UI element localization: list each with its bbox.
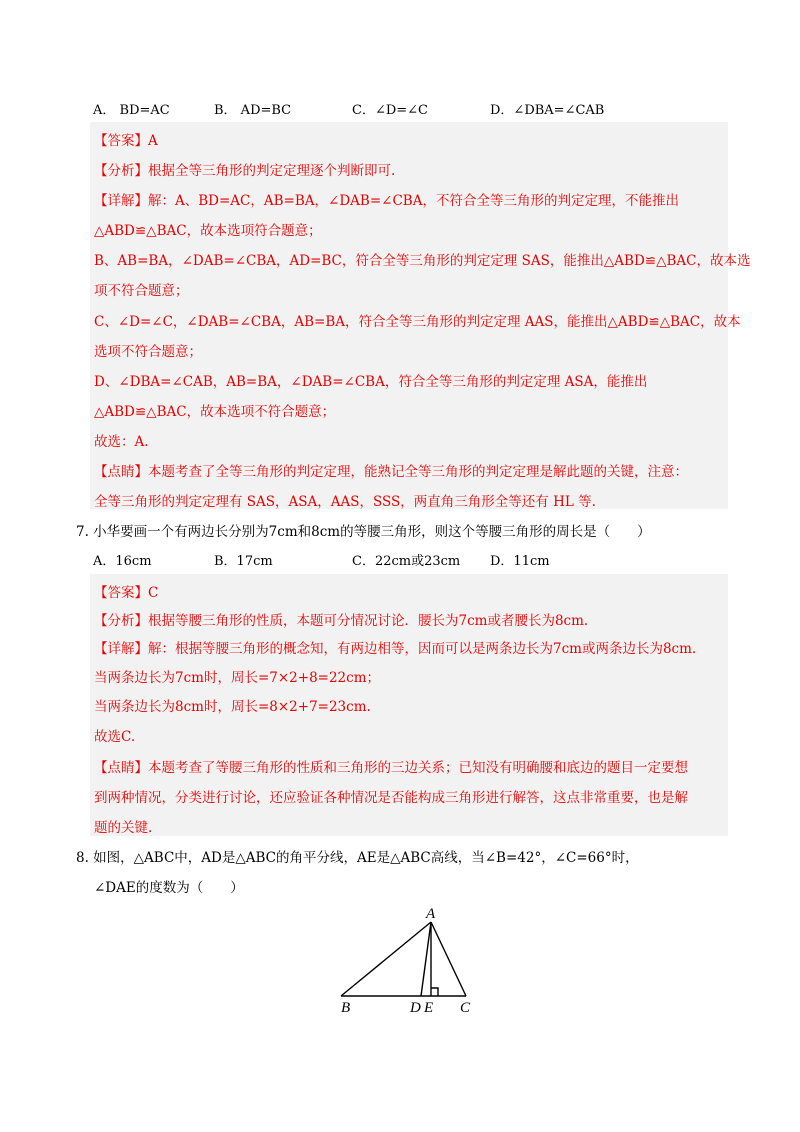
q7-analysis: 【分析】根据等腰三角形的性质，本题可分情况讨论．腰长为7cm或者腰长为8cm. <box>94 613 589 629</box>
q6-comment-line: 全等三角形的判定定理有 SAS，ASA，AAS，SSS，两直角三角形全等还有 HL 等. <box>94 494 596 510</box>
label-d: D <box>410 1000 421 1016</box>
q8-question-line1: 8. 如图，△ABC中，AD是△ABC的角平分线，AE是△ABC高线，当∠B=42°，∠C=66°时， <box>76 850 639 866</box>
q6-option-c[interactable]: C．∠D=∠C <box>352 103 428 118</box>
label-b: B <box>341 1000 351 1016</box>
right-angle-mark <box>431 988 438 996</box>
label-a: A <box>426 906 436 922</box>
q7-answer: 【答案】C <box>94 585 159 601</box>
q6-option-b[interactable]: B． AD=BC <box>214 103 292 118</box>
segment-ac <box>431 922 466 996</box>
q7-option-a[interactable]: A．16cm <box>93 554 152 569</box>
segment-ab <box>341 922 431 996</box>
q8-question-line2: ∠DAE的度数为（ ） <box>94 880 244 896</box>
q6-detail-line: △ABD≌△BAC，故本选项不符合题意； <box>94 404 336 420</box>
q6-detail-line: 选项不符合题意； <box>94 344 202 360</box>
q7-option-b[interactable]: B．17cm <box>214 554 273 569</box>
label-c: C <box>460 1000 471 1016</box>
q7-detail-line: 故选C. <box>94 729 136 745</box>
q7-comment-line: 到两种情况，分类进行讨论，还应验证各种情况是否能构成三角形进行解答，这点非常重要，也是解 <box>94 790 688 806</box>
label-e: E <box>424 1000 434 1016</box>
q6-option-d[interactable]: D．∠DBA=∠CAB <box>490 103 605 118</box>
q6-option-a[interactable]: A． BD=AC <box>93 103 170 118</box>
q6-detail-line: 项不符合题意； <box>94 283 189 299</box>
q7-option-d[interactable]: D．11cm <box>490 554 550 569</box>
q7-comment-line: 题的关键. <box>94 820 153 836</box>
q6-analysis: 【分析】根据全等三角形的判定定理逐个判断即可. <box>94 163 396 179</box>
q6-detail-line: 【详解】解：A、BD=AC，AB=BA，∠DAB=∠CBA，不符合全等三角形的判定定理，不能推出 <box>94 193 679 209</box>
q6-detail-line: C、∠D=∠C，∠DAB=∠CBA，AB=BA，符合全等三角形的判定定理 AAS，能推出△ABD≌△BAC，故本 <box>94 314 741 330</box>
q6-answer: 【答案】A <box>94 133 158 149</box>
q7-detail-line: 【详解】解：根据等腰三角形的概念知，有两边相等，因而可以是两条边长为7cm或两条边长为8cm. <box>94 641 697 657</box>
q7-question: 7. 小华要画一个有两边长分别为7cm和8cm的等腰三角形，则这个等腰三角形的周长是（ ） <box>76 524 651 540</box>
q6-detail-line: △ABD≌△BAC，故本选项符合题意； <box>94 223 322 239</box>
segment-ad <box>421 922 431 996</box>
q7-detail-line: 当两条边长为7cm时，周长=7×2+8=22cm； <box>94 670 381 686</box>
q6-detail-line: B、AB=BA，∠DAB=∠CBA，AD=BC，符合全等三角形的判定定理 SAS，能推出△ABD≌△BAC，故本选 <box>94 253 751 269</box>
q6-detail-line: 故选：A. <box>94 434 149 450</box>
q7-option-c[interactable]: C．22cm或23cm <box>352 554 461 569</box>
q7-comment-line: 【点睛】本题考查了等腰三角形的性质和三角形的三边关系；已知没有明确腰和底边的题目一定要想 <box>94 760 688 776</box>
q6-detail-line: D、∠DBA=∠CAB，AB=BA，∠DAB=∠CBA，符合全等三角形的判定定理 ASA，能推出 <box>94 374 648 390</box>
q6-comment-line: 【点睛】本题考查了全等三角形的判定定理，能熟记全等三角形的判定定理是解此题的关键，注意： <box>94 464 688 480</box>
q7-detail-line: 当两条边长为8cm时，周长=8×2+7=23cm. <box>94 699 371 715</box>
